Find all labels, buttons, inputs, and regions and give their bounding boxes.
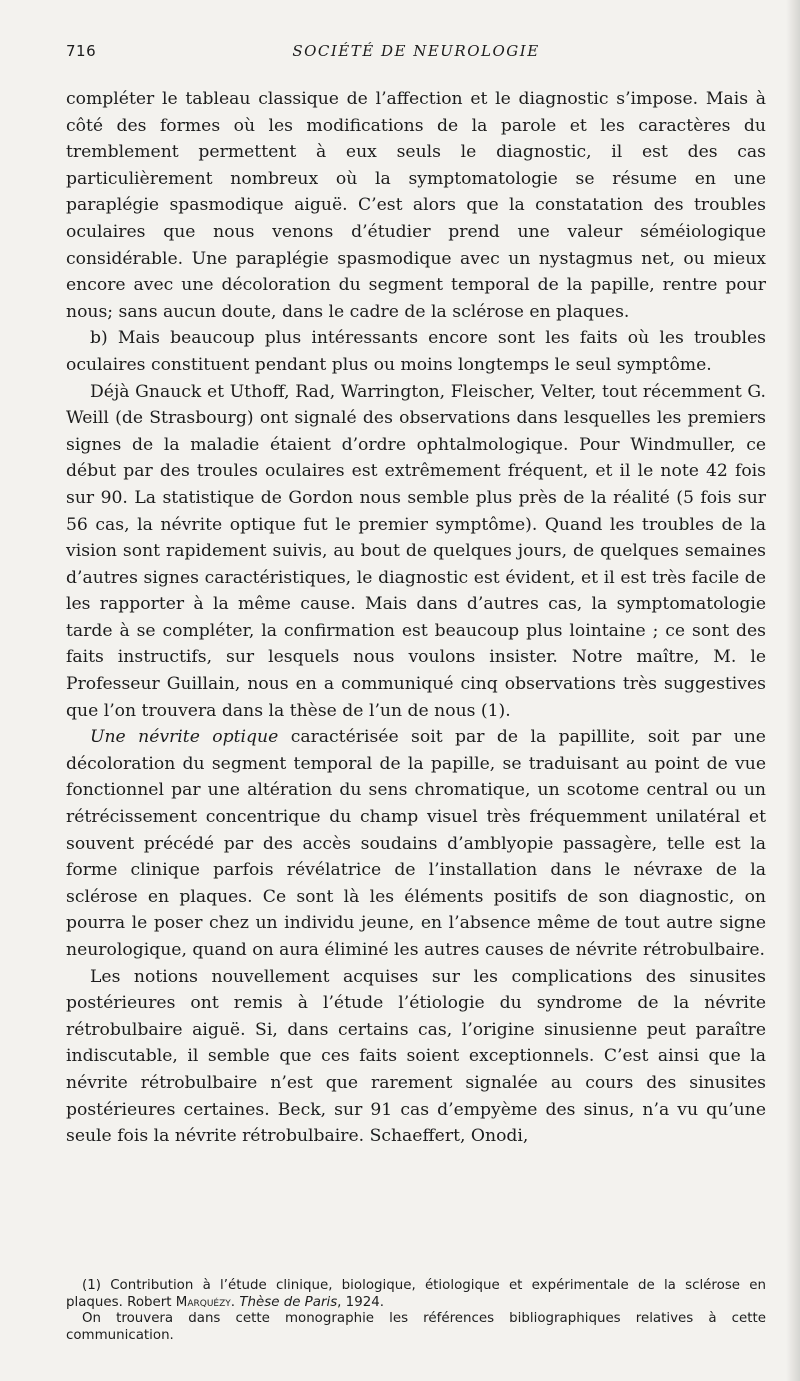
footnotes [66, 1278, 766, 1344]
footnote-1-title: Thèse de Paris [239, 1294, 338, 1310]
paragraph-2: b) Mais beaucoup plus intéressants encore sont les faits où les troubles oculaires constituent pendant plus ou moins longtemps le seul symptôme. [66, 328, 766, 375]
paragraph-1: compléter le tableau classique de l’affection et le diagnostic s’impose. Mais à côté des formes où les modifications de la parole et les caractères du tremblement permettent à eux seuls le diagnostic, il est des cas particulièrement nombreux où la symptomatologie se résume en une paraplégie spasmodique aiguë. C’est alors que la constatation des troubles oculaires que nous venons d’étudier prend une valeur séméiologique considérable. Une paraplégie spasmodique avec un nystagmus net, ou mieux encore avec une décoloration du segment temporal de la papille, rentre pour nous; sans aucun doute, dans le cadre de la sclérose en plaques. [66, 89, 766, 322]
paragraph-3: Déjà Gnauck et Uthoff, Rad, Warrington, Fleischer, Velter, tout récemment G. Weill (de Strasbourg) ont signalé des observations dans lesquelles les premiers signes de la maladie étaient d’ordre ophtalmologique. Pour Windmuller, ce début par des troules oculaires est extrêmement fréquent, et il le note 42 fois sur 90. La statistique de Gordon nous semble plus près de la réalité (5 fois sur 56 cas, la névrite optique fut le premier symptôme). Quand les troubles de la vision sont rapidement suivis, au bout de quelques jours, de quelques semaines d’autres signes caractéristiques, le diagnostic est évident, et il est très facile de les rapporter à la même cause. Mais dans d’autres cas, la symptomatologie tarde à se compléter, la confirmation est beaucoup plus lointaine ; ce sont des faits instructifs, sur lesquels nous voulons insister. Notre maître, M. le Professeur Guillain, nous en a communiqué cinq observations très suggestives que l’on trouvera dans la thèse de l’un de nous (1). [66, 381, 766, 721]
footnote-1-mid: . [230, 1294, 240, 1310]
footnote-2: On trouvera dans cette monographie les références bibliographiques relatives à cette communication. [66, 1311, 766, 1343]
gutter-shadow [786, 0, 800, 1381]
italic-lead: Une névrite optique [90, 727, 279, 748]
body-text [66, 86, 766, 1150]
paragraph-4-text: caractérisée soit par de la papillite, soit par une décoloration du segment temporal de la papille, se traduisant au point de vue fonctionnel par une altération du sens chromatique, un scotome central ou un rétrécissement concentrique du champ visuel très fréquemment unilatéral et souvent précédé par des accès soudains d’amblyopie passagère, telle est la forme clinique parfois révélatrice de l’installation dans le névraxe de la sclérose en plaques. Ce sont là les éléments positifs de son diagnostic, on pourra le poser chez un individu jeune, en l’absence même de tout autre signe neurologique, quand on aura éliminé les autres causes de névrite rétrobulbaire. [66, 727, 766, 960]
footnote-1-author: Marquézy [175, 1294, 231, 1310]
page-header [66, 36, 766, 72]
page-number: 716 [66, 42, 97, 60]
page [66, 36, 766, 1356]
running-head: SOCIÉTÉ DE NEUROLOGIE [292, 42, 540, 60]
footnote-1-lead: (1) Contribution à l’étude clinique, biologique, étiologique et expérimentale de la sclérose en plaques. Robert [66, 1278, 766, 1310]
paragraph-4 [66, 724, 766, 963]
paragraph-5: Les notions nouvellement acquises sur les complications des sinusites postérieures ont remis à l’étude l’étiologie du syndrome de la névrite rétrobulbaire aiguë. Si, dans certains cas, l’origine sinusienne peut paraître indiscutable, il semble que ces faits soient exceptionnels. C’est ainsi que la névrite rétrobulbaire n’est que rarement signalée au cours des sinusites postérieures certaines. Beck, sur 91 cas d’empyème des sinus, n’a vu qu’une seule fois la névrite rétrobulbaire. Schaeffert, Onodi, [66, 966, 766, 1147]
footnote-1-end: , 1924. [337, 1294, 385, 1310]
footnote-1 [66, 1278, 766, 1311]
